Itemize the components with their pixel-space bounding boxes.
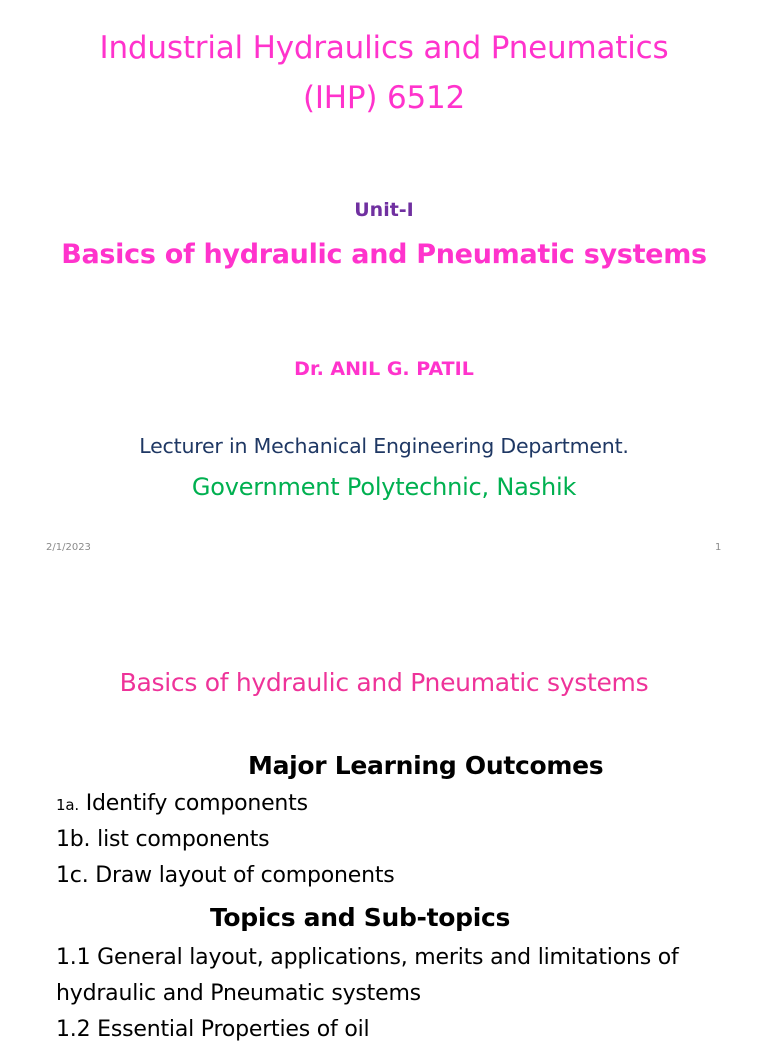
author-name: Dr. ANIL G. PATIL	[294, 358, 474, 380]
outcome-number: 1a.	[56, 796, 79, 814]
slide-date: 2/1/2023	[46, 542, 91, 553]
outcome-item	[56, 826, 269, 854]
outcome-text: Draw layout of components	[88, 863, 395, 888]
outcome-text: Identify components	[78, 791, 308, 816]
outcome-text: list components	[90, 827, 270, 852]
topic-item: 1.1 General layout, applications, merits and limitations of hydraulic and Pneumatic systems	[56, 945, 679, 1006]
course-title-line-1: Industrial Hydraulics and Pneumatics	[99, 30, 669, 66]
slide-number: 1	[715, 542, 722, 553]
slide-2	[0, 576, 768, 1042]
outcome-item	[56, 790, 308, 819]
course-title-line-2: (IHP) 6512	[302, 80, 466, 116]
slide-2-title: Basics of hydraulic and Pneumatic systems	[119, 668, 649, 697]
topics-heading: Topics and Sub-topics	[210, 903, 511, 932]
unit-subtitle: Basics of hydraulic and Pneumatic systems	[61, 239, 707, 270]
unit-label: Unit-I	[354, 199, 414, 221]
outcome-item	[56, 862, 395, 890]
outcomes-heading: Major Learning Outcomes	[248, 751, 604, 780]
institution-name: Government Polytechnic, Nashik	[191, 473, 577, 501]
outcome-number: 1b.	[56, 827, 91, 852]
outcome-number: 1c.	[56, 863, 89, 888]
author-position: Lecturer in Mechanical Engineering Department.	[139, 434, 629, 458]
topic-item: 1.2 Essential Properties of oil	[56, 1017, 370, 1042]
